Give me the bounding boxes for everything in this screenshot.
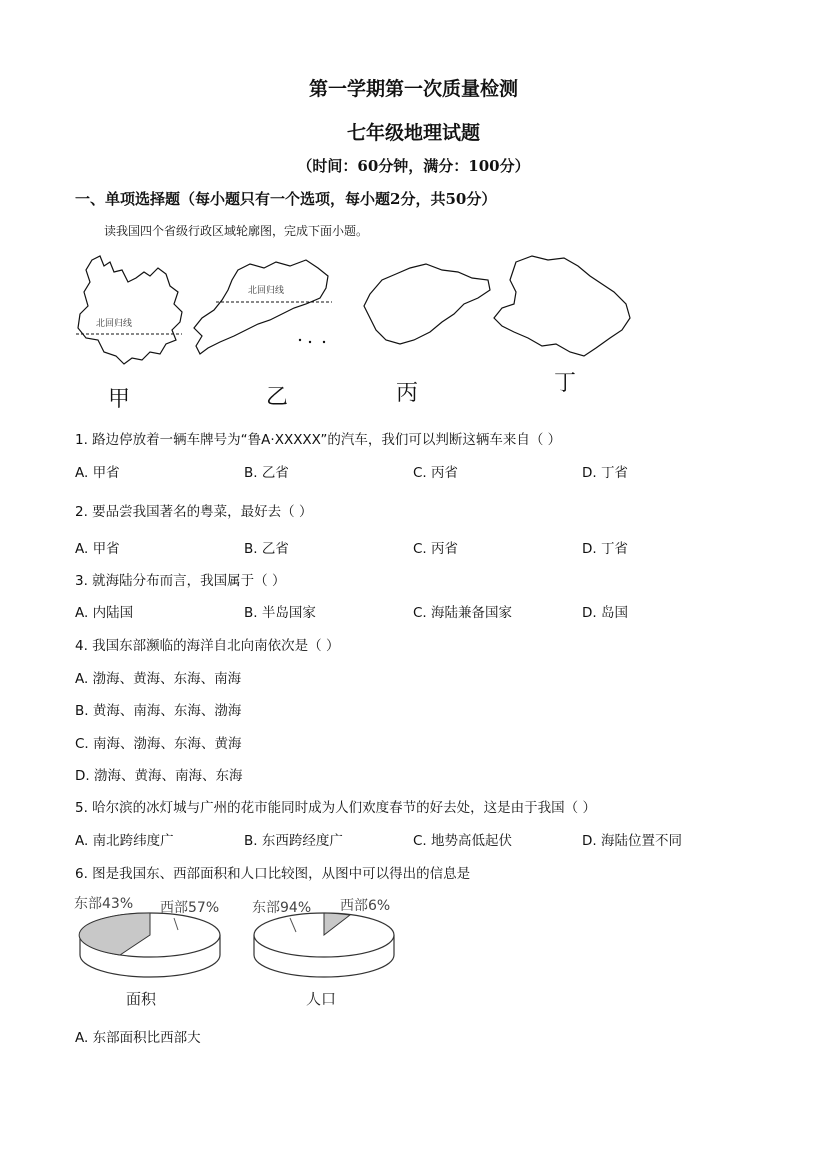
question-3-stem: 3. 就海陆分布而言，我国属于（ ）: [75, 573, 286, 589]
map-label-ding: 丁: [554, 371, 577, 396]
tropic-label-yi: 北回归线: [248, 286, 285, 296]
province-jia-outline: [78, 256, 182, 364]
exam-title: 第一学期第一次质量检测: [308, 78, 518, 100]
q4-option-d[interactable]: D. 渤海、黄海、南海、东海: [75, 768, 243, 784]
pie-population-west-label: 西部6%: [340, 898, 391, 914]
pie-area: [74, 896, 220, 1008]
q4-option-b[interactable]: B. 黄海、南海、东海、渤海: [75, 703, 242, 719]
q2-option-b[interactable]: B. 乙省: [244, 541, 289, 557]
q3-option-d[interactable]: D. 岛国: [582, 605, 628, 621]
q1-option-a[interactable]: A. 甲省: [75, 465, 120, 481]
q2-option-c[interactable]: C. 丙省: [413, 541, 459, 557]
question-6-stem: 6. 图是我国东、西部面积和人口比较图，从图中可以得出的信息是: [75, 866, 471, 882]
section-heading: 一、单项选择题（每小题只有一个选项，每小题2分，共50分）: [75, 190, 497, 208]
province-ding-outline: [494, 256, 630, 356]
q4-option-a[interactable]: A. 渤海、黄海、东海、南海: [75, 671, 242, 687]
pie-population-caption: 人口: [306, 990, 337, 1008]
question-4-stem: 4. 我国东部濒临的海洋自北向南依次是（ ）: [75, 638, 340, 654]
province-yi-outline: [194, 260, 328, 354]
q5-option-d[interactable]: D. 海陆位置不同: [582, 833, 682, 849]
time-note: （时间：60分钟，满分：100分）: [297, 157, 530, 175]
pie-area-east-label: 东部43%: [74, 896, 134, 912]
q4-option-c[interactable]: C. 南海、渤海、东海、黄海: [75, 736, 242, 752]
q6-option-a[interactable]: A. 东部面积比西部大: [75, 1030, 201, 1046]
q2-option-a[interactable]: A. 甲省: [75, 541, 120, 557]
q1-option-c[interactable]: C. 丙省: [413, 465, 459, 481]
question-2-stem: 2. 要品尝我国著名的粤菜，最好去（ ）: [75, 504, 313, 520]
map-label-bing: 丙: [396, 381, 419, 406]
q1-option-d[interactable]: D. 丁省: [582, 465, 628, 481]
province-maps-figure: [70, 248, 650, 418]
q3-option-a[interactable]: A. 内陆国: [75, 605, 134, 621]
q1-option-b[interactable]: B. 乙省: [244, 465, 289, 481]
tropic-label-jia: 北回归线: [96, 319, 133, 329]
province-bing-outline: [364, 264, 490, 344]
pie-figures: [70, 890, 410, 1015]
q5-option-a[interactable]: A. 南北跨纬度广: [75, 833, 174, 849]
question-5-stem: 5. 哈尔滨的冰灯城与广州的花市能同时成为人们欢度春节的好去处，这是由于我国（ ）: [75, 800, 596, 816]
pie-area-caption: 面积: [126, 990, 157, 1008]
q3-option-b[interactable]: B. 半岛国家: [244, 605, 316, 621]
question-1-stem: 1. 路边停放着一辆车牌号为“鲁A·XXXXX”的汽车，我们可以判断这辆车来自（ ）: [75, 432, 562, 448]
section-intro: 读我国四个省级行政区域轮廓图，完成下面小题。: [104, 224, 369, 238]
q2-option-d[interactable]: D. 丁省: [582, 541, 628, 557]
exam-subtitle: 七年级地理试题: [346, 122, 480, 144]
q5-option-c[interactable]: C. 地势高低起伏: [413, 833, 513, 849]
map-label-jia: 甲: [108, 387, 131, 412]
pie-population: [252, 898, 394, 1008]
q3-option-c[interactable]: C. 海陆兼备国家: [413, 605, 513, 621]
q5-option-b[interactable]: B. 东西跨经度广: [244, 833, 343, 849]
pie-area-west-label: 西部57%: [160, 900, 220, 916]
map-label-yi: 乙: [266, 385, 289, 410]
pie-population-east-label: 东部94%: [252, 900, 312, 916]
